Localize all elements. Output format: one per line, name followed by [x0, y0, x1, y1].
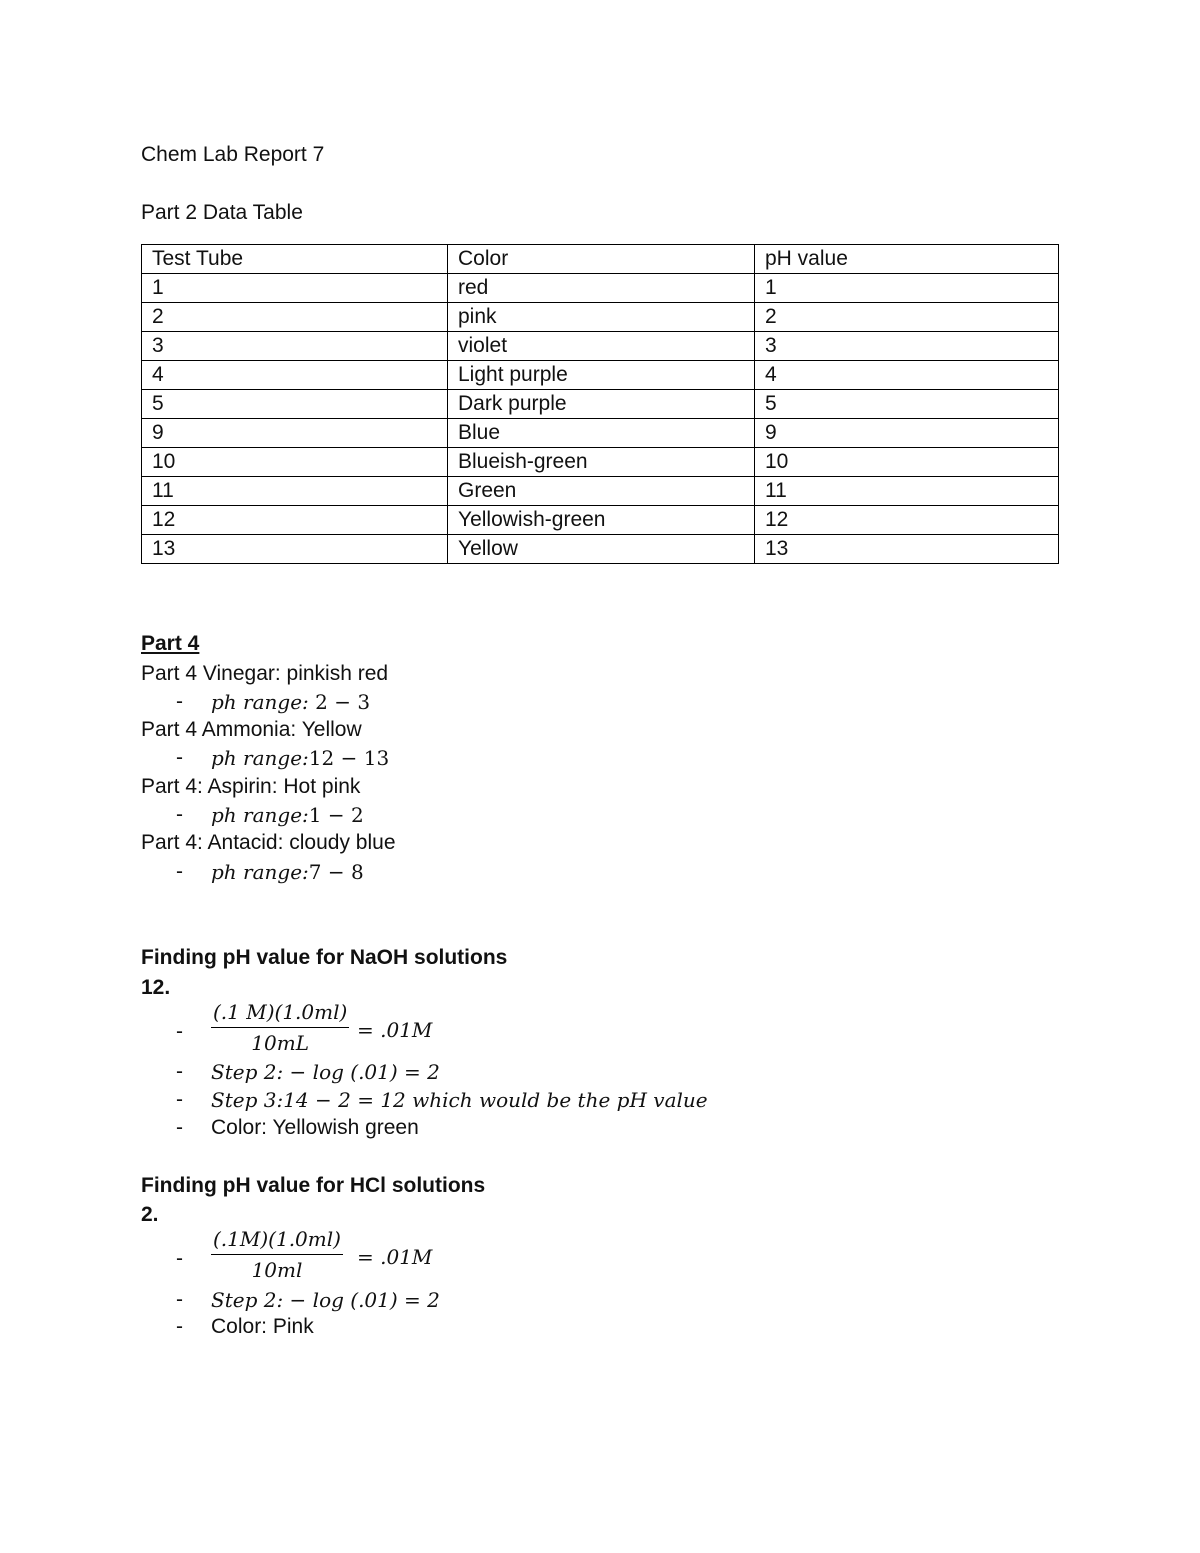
part4-item-label: Part 4: Aspirin: Hot pink — [141, 775, 361, 798]
table-header-cell: pH value — [755, 245, 1059, 274]
hcl-fraction: $\frac{(.1M)(1.0ml)}{10ml}$ — [213, 1227, 341, 1282]
table-cell: 3 — [142, 332, 448, 361]
table-row — [142, 274, 1059, 303]
table-cell: 10 — [755, 448, 1059, 477]
table-heading: Part 2 Data Table — [141, 201, 303, 224]
table-cell: Blueish-green — [448, 448, 755, 477]
naoh-number: 12. — [141, 976, 171, 999]
naoh-fraction-line: - $\frac{(.1 M)(1.0ml)}{10mL}$ = .01M — [176, 1000, 433, 1055]
table-cell: 3 — [755, 332, 1059, 361]
naoh-fraction: $\frac{(.1 M)(1.0ml)}{10mL}$ — [213, 1000, 348, 1055]
table-header-row — [142, 245, 1059, 274]
table-cell: 12 — [142, 506, 448, 535]
table-row — [142, 361, 1059, 390]
table-cell: 13 — [755, 535, 1059, 564]
table-cell: Blue — [448, 419, 755, 448]
table-cell: 1 — [755, 274, 1059, 303]
table-row — [142, 448, 1059, 477]
table-cell: Light purple — [448, 361, 755, 390]
table-row — [142, 477, 1059, 506]
table-cell: 11 — [142, 477, 448, 506]
table-cell: 5 — [142, 390, 448, 419]
hcl-heading: Finding pH value for HCl solutions — [141, 1174, 486, 1197]
naoh-heading: Finding pH value for NaOH solutions — [141, 946, 508, 969]
part4-item-label: Part 4 Ammonia: Yellow — [141, 718, 362, 741]
table-header-cell: Color — [448, 245, 755, 274]
table-cell: Yellow — [448, 535, 755, 564]
table-cell: 13 — [142, 535, 448, 564]
report-title: Chem Lab Report 7 — [141, 143, 325, 166]
table-cell: 4 — [755, 361, 1059, 390]
table-cell: 4 — [142, 361, 448, 390]
table-row — [142, 303, 1059, 332]
table-cell: 5 — [755, 390, 1059, 419]
table-cell: 11 — [755, 477, 1059, 506]
table-header-cell: Test Tube — [142, 245, 448, 274]
table-cell: 2 — [755, 303, 1059, 332]
part4-item-label: Part 4 Vinegar: pinkish red — [141, 662, 389, 685]
data-table — [141, 244, 1059, 564]
table-cell: violet — [448, 332, 755, 361]
table-row — [142, 390, 1059, 419]
table-cell: red — [448, 274, 755, 303]
table-cell: 1 — [142, 274, 448, 303]
table-cell: 10 — [142, 448, 448, 477]
table-row — [142, 506, 1059, 535]
table-cell: pink — [448, 303, 755, 332]
table-cell: 9 — [142, 419, 448, 448]
table-cell: Yellowish-green — [448, 506, 755, 535]
part4-heading: Part 4 — [141, 632, 200, 655]
table-cell: 9 — [755, 419, 1059, 448]
part4-item-label: Part 4: Antacid: cloudy blue — [141, 831, 396, 854]
table-cell: 2 — [142, 303, 448, 332]
table-row — [142, 535, 1059, 564]
table-row — [142, 332, 1059, 361]
hcl-number: 2. — [141, 1203, 159, 1226]
table-cell: Green — [448, 477, 755, 506]
table-cell: Dark purple — [448, 390, 755, 419]
hcl-fraction-line: - $\frac{(.1M)(1.0ml)}{10ml}$ = .01M — [176, 1227, 433, 1282]
table-row — [142, 419, 1059, 448]
table-cell: 12 — [755, 506, 1059, 535]
